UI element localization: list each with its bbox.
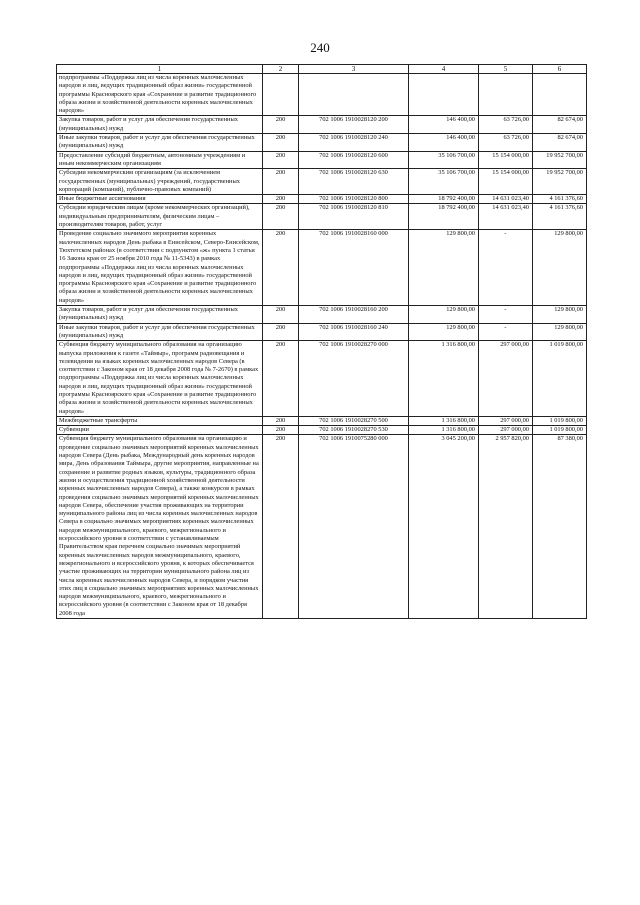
table-row <box>57 435 587 619</box>
row-reg-cell: 1 019 800,00 <box>533 341 587 417</box>
row-total-cell: 18 792 400,00 <box>409 195 479 204</box>
table-row <box>57 306 587 324</box>
table-row <box>57 323 587 341</box>
row-code-cell: 702 1006 1910028120 810 <box>299 204 409 230</box>
table-row <box>57 169 587 195</box>
row-code-cell: 702 1006 1910028160 000 <box>299 230 409 306</box>
column-header: 2 <box>263 65 299 74</box>
row-fed-cell: - <box>479 306 533 324</box>
row-total-cell: 1 316 800,00 <box>409 341 479 417</box>
row-reg-cell: 87 380,00 <box>533 435 587 619</box>
row-vr-cell: 200 <box>263 435 299 619</box>
row-name-cell: Проведение социально значимого мероприятия коренных малочисленных народов День рыбака в Енисейском, Северо-Енисейском, Тюхтетском районах (в соответствии с подпунктом «ж» пункта 1 статьи 16 Закона края от 25 ноября 2010 года № 11-5343) в рамках подпрограммы «Поддержка лиц из числа коренных малочисленных народов и лиц, ведущих традиционный образ жизни» государственной программы Красноярского края «Сохранение и развитие традиционного образа жизни и хозяйственной деятельности коренных малочисленных народов» <box>57 230 263 306</box>
row-code-cell: 702 1006 1910028120 630 <box>299 169 409 195</box>
row-name-cell: Субвенция бюджету муниципального образования на организацию и проведение социально значимых мероприятий коренных малочисленных народов Севера (День рыбака, Международный день коренных народов мира, День образования Таймыра, другие мероприятия, направленные на сохранение и развитие родных языков, культуры, традиционного образа жизни и осуществления традиционной хозяйственной деятельности коренных малочисленных народов Севера), а также конкурсов в рамках проведения социально значимых мероприятий коренных малочисленных народов Севера, обеспечение участия проживающих на территории муниципального района лиц из числа коренных малочисленных народов Севера в социально значимых мероприятиях коренных малочисленных народов межмуниципального, краевого, межрегионального и всероссийского уровня в соответствии с устанавливаемым Правительством края перечнем социально значимых мероприятий коренных малочисленных народов межмуниципального, краевого, межрегионального и всероссийского уровня, к которых обеспечивается участие проживающих на территории муниципального района лиц из числа коренных малочисленных народов Севера, и порядком участия этих лиц в социально значимых мероприятиях коренных малочисленных народов межмуниципального, краевого, межрегионального и всероссийского уровня (в соответствии с Законом края от 18 декабря 2008 года <box>57 435 263 619</box>
row-vr-cell: 200 <box>263 204 299 230</box>
row-total-cell: 129 800,00 <box>409 323 479 341</box>
row-code-cell: 702 1006 1910075280 000 <box>299 435 409 619</box>
row-reg-cell: 4 161 376,60 <box>533 204 587 230</box>
row-name-cell: Субсидии юридическим лицам (кроме некоммерческих организаций), индивидуальным предпринимателям, физическим лицам – производителям товаров, работ, услуг <box>57 204 263 230</box>
row-code-cell: 702 1006 1910028270 500 <box>299 416 409 425</box>
table-row <box>57 416 587 425</box>
row-fed-cell: 297 000,00 <box>479 341 533 417</box>
row-code-cell: 702 1006 1910028270 530 <box>299 426 409 435</box>
row-total-cell: 18 792 400,00 <box>409 204 479 230</box>
row-total-cell: 129 800,00 <box>409 306 479 324</box>
row-fed-cell: - <box>479 323 533 341</box>
column-header: 4 <box>409 65 479 74</box>
row-total-cell: 146 400,00 <box>409 134 479 152</box>
row-fed-cell <box>479 74 533 116</box>
table-row <box>57 134 587 152</box>
row-name-cell: Субсидии некоммерческим организациям (за исключением государственных (муниципальных) учреждений, государственных корпораций (компаний), публично-правовых компаний) <box>57 169 263 195</box>
row-total-cell: 35 106 700,00 <box>409 169 479 195</box>
column-header: 5 <box>479 65 533 74</box>
row-fed-cell: - <box>479 230 533 306</box>
row-fed-cell: 63 726,00 <box>479 116 533 134</box>
column-header: 6 <box>533 65 587 74</box>
row-total-cell: 1 316 800,00 <box>409 426 479 435</box>
row-name-cell: подпрограммы «Поддержка лиц из числа коренных малочисленных народов и лиц, ведущих традиционный образ жизни» государственной программы Красноярского края «Сохранение и развитие традиционного образа жизни и хозяйственной деятельности коренных малочисленных народов» <box>57 74 263 116</box>
row-reg-cell: 129 800,00 <box>533 230 587 306</box>
table-header-row <box>57 65 587 74</box>
row-name-cell: Субвенция бюджету муниципального образования на организацию выпуска приложения к газете «Таймыр», программ радиовещания и телевидения на языках коренных малочисленных народов Севера (в соответствии с Законом края от 18 декабря 2008 года № 7-2670) в рамках подпрограммы «Поддержка лиц из числа коренных малочисленных народов и лиц, ведущих традиционный образ жизни» государственной программы Красноярского края «Сохранение и развитие традиционного образа жизни и хозяйственной деятельности коренных малочисленных народов» <box>57 341 263 417</box>
budget-table <box>56 64 587 619</box>
row-total-cell: 3 045 200,00 <box>409 435 479 619</box>
row-vr-cell: 200 <box>263 116 299 134</box>
row-name-cell: Закупка товаров, работ и услуг для обеспечения государственных (муниципальных) нужд <box>57 306 263 324</box>
row-code-cell: 702 1006 1910028120 800 <box>299 195 409 204</box>
row-name-cell: Субвенции <box>57 426 263 435</box>
row-vr-cell: 200 <box>263 169 299 195</box>
table-row <box>57 341 587 417</box>
row-vr-cell <box>263 74 299 116</box>
row-fed-cell: 14 631 023,40 <box>479 204 533 230</box>
row-vr-cell: 200 <box>263 341 299 417</box>
row-fed-cell: 297 000,00 <box>479 426 533 435</box>
row-vr-cell: 200 <box>263 151 299 169</box>
row-reg-cell: 82 674,00 <box>533 134 587 152</box>
row-reg-cell: 4 161 376,60 <box>533 195 587 204</box>
row-code-cell: 702 1006 1910028270 000 <box>299 341 409 417</box>
row-name-cell: Иные бюджетные ассигнования <box>57 195 263 204</box>
row-name-cell: Закупка товаров, работ и услуг для обеспечения государственных (муниципальных) нужд <box>57 116 263 134</box>
row-fed-cell: 15 154 000,00 <box>479 151 533 169</box>
row-fed-cell: 14 631 023,40 <box>479 195 533 204</box>
page-number: 240 <box>310 40 330 55</box>
row-reg-cell: 19 952 700,00 <box>533 151 587 169</box>
row-name-cell: Межбюджетные трансферты <box>57 416 263 425</box>
row-reg-cell: 19 952 700,00 <box>533 169 587 195</box>
row-vr-cell: 200 <box>263 195 299 204</box>
row-fed-cell: 297 000,00 <box>479 416 533 425</box>
row-code-cell: 702 1006 1910028120 200 <box>299 116 409 134</box>
table-row <box>57 116 587 134</box>
table-body <box>57 74 587 619</box>
row-fed-cell: 2 957 820,00 <box>479 435 533 619</box>
row-name-cell: Иные закупки товаров, работ и услуг для обеспечения государственных (муниципальных) нужд <box>57 323 263 341</box>
column-header: 3 <box>299 65 409 74</box>
table-row <box>57 426 587 435</box>
row-code-cell: 702 1006 1910028160 240 <box>299 323 409 341</box>
row-total-cell: 1 316 800,00 <box>409 416 479 425</box>
row-total-cell: 35 106 700,00 <box>409 151 479 169</box>
row-vr-cell: 200 <box>263 323 299 341</box>
table-row <box>57 74 587 116</box>
row-code-cell: 702 1006 1910028120 600 <box>299 151 409 169</box>
table-row <box>57 230 587 306</box>
row-fed-cell: 63 726,00 <box>479 134 533 152</box>
row-total-cell: 146 400,00 <box>409 116 479 134</box>
row-name-cell: Предоставление субсидий бюджетным, автономным учреждениям и иным некоммерческим организациям <box>57 151 263 169</box>
column-header: 1 <box>57 65 263 74</box>
row-fed-cell: 15 154 000,00 <box>479 169 533 195</box>
row-vr-cell: 200 <box>263 426 299 435</box>
row-vr-cell: 200 <box>263 134 299 152</box>
row-total-cell <box>409 74 479 116</box>
row-vr-cell: 200 <box>263 306 299 324</box>
row-reg-cell: 129 800,00 <box>533 323 587 341</box>
table-row <box>57 151 587 169</box>
row-total-cell: 129 800,00 <box>409 230 479 306</box>
row-code-cell: 702 1006 1910028160 200 <box>299 306 409 324</box>
row-code-cell: 702 1006 1910028120 240 <box>299 134 409 152</box>
row-vr-cell: 200 <box>263 416 299 425</box>
row-reg-cell: 129 800,00 <box>533 306 587 324</box>
row-code-cell <box>299 74 409 116</box>
row-reg-cell: 1 019 800,00 <box>533 426 587 435</box>
row-reg-cell: 1 019 800,00 <box>533 416 587 425</box>
table-row <box>57 204 587 230</box>
row-reg-cell <box>533 74 587 116</box>
row-name-cell: Иные закупки товаров, работ и услуг для обеспечения государственных (муниципальных) нужд <box>57 134 263 152</box>
row-reg-cell: 82 674,00 <box>533 116 587 134</box>
row-vr-cell: 200 <box>263 230 299 306</box>
table-row <box>57 195 587 204</box>
